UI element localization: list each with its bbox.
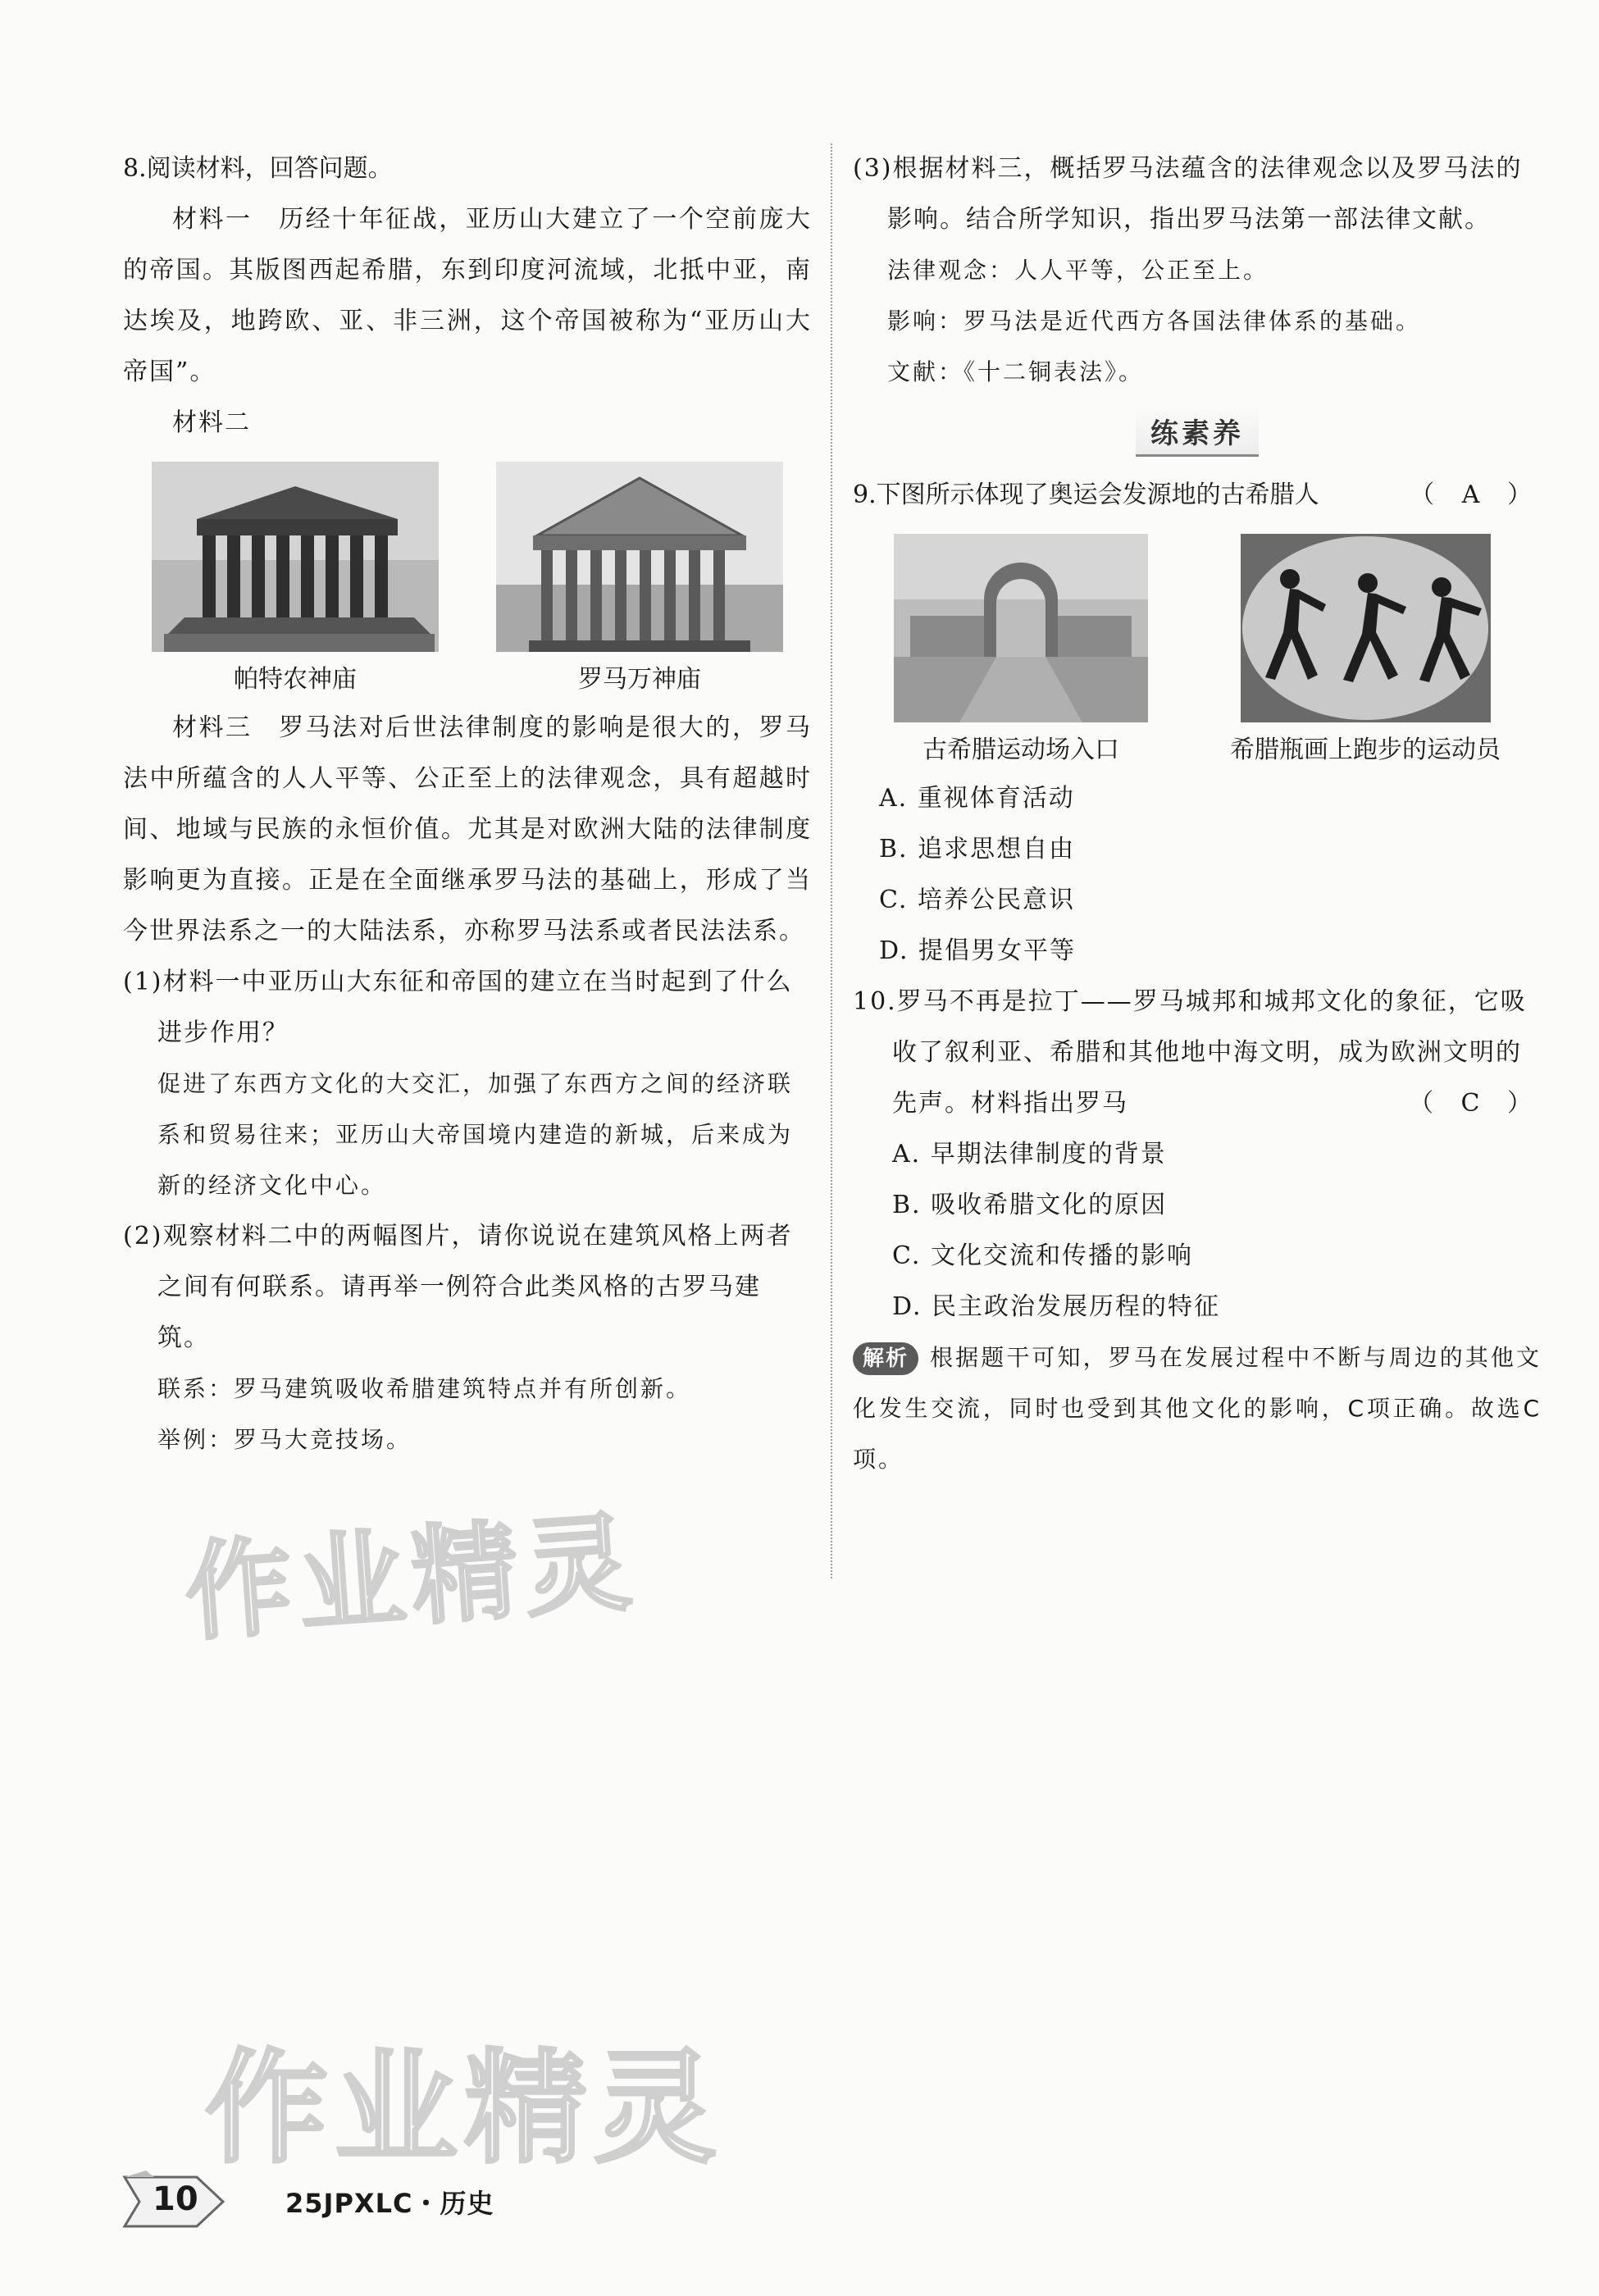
stadium-caption: 古希腊运动场入口 [922,736,1119,764]
stadium-figure [894,534,1148,773]
book-code: 25JPXLC・历史 [285,2188,494,2219]
vase-runners-image [1241,534,1491,722]
q9-stem: 9.下图所示体现了奥运会发源地的古希腊人 （ A ） [853,470,1542,521]
q10-analysis [853,1332,1542,1485]
q9-option-d: D. 提倡男女平等 [879,936,1077,965]
parthenon-caption: 帕特农神庙 [234,665,357,694]
pantheon-image [496,462,783,652]
parthenon-figure [152,462,439,703]
left-column [123,144,812,1465]
q10-option-b: B. 吸收希腊文化的原因 [892,1191,1168,1219]
section-title: 练素养 [1136,408,1259,457]
q8-stem: 8.阅读材料，回答问题。 [123,154,393,183]
q10-analysis-text: 根据题干可知，罗马在发展过程中不断与周边的其他文化发生交流，同时也受到其他文化的影响，C项正确。故选C项。 [853,1344,1542,1473]
q8-sub3-question: (3)根据材料三，概括罗马法蕴含的法律观念以及罗马法的影响。结合所学知识，指出罗马法第一部法律文献。 [853,154,1523,234]
q8-number: 8. [123,154,147,183]
q8-sub1-question: (1)材料一中亚历山大东征和帝国的建立在当时起到了什么进步作用？ [123,968,793,1047]
q10-option-d: D. 民主政治发展历程的特征 [892,1292,1221,1321]
q8-sub3-answer-concept: 法律观念：人人平等，公正至上。 [887,257,1269,284]
q8-sub3-answer-influence: 影响：罗马法是近代西方各国法律体系的基础。 [887,308,1422,335]
stadium-entrance-image [894,534,1148,722]
vase-figure [1230,534,1501,773]
q9-option-b: B. 追求思想自由 [879,835,1076,863]
parthenon-image [152,462,439,652]
pantheon-caption: 罗马万神庙 [578,665,701,694]
q8-sub3-answer-document: 文献：《十二铜表法》。 [887,358,1145,385]
q8-sub2-question: (2)观察材料二中的两幅图片，请你说说在建筑风格上两者之间有何联系。请再举一例符合此类风格的古罗马建筑。 [123,1222,793,1352]
q10-answer: （ C ） [1408,1089,1542,1118]
page-footer [121,2169,494,2234]
pantheon-figure [496,462,783,703]
q9-number: 9. [853,481,877,509]
right-column [853,144,1542,1485]
analysis-badge: 解析 [853,1342,918,1375]
q8-sub2-answer-link: 联系：罗马建筑吸收希腊建筑特点并有所创新。 [157,1375,692,1402]
q8-material3: 材料三 罗马法对后世法律制度的影响是很大的，罗马法中所蕴含的人人平等、公正至上的法律观念，具有超越时间、地域与民族的永恒价值。尤其是对欧洲大陆的法律制度影响更为直接。正是在全面继承罗马法的基础上，形成了当今世界法系之一的大陆法系，亦称罗马法系或者民法法系。 [123,713,812,945]
watermark-top: 作业精灵 [181,1499,642,1656]
q8-material2-label: 材料二 [172,408,251,437]
page-number: 10 [153,2180,198,2218]
column-divider [831,144,832,1578]
page-number-badge [121,2169,228,2234]
section-banner [1115,408,1279,458]
q9-option-a: A. 重视体育活动 [879,784,1075,813]
q8-sub1-answer: 促进了东西方文化的大交汇，加强了东西方之间的经济联系和贸易往来；亚历山大帝国境内建造的新城，后来成为新的经济文化中心。 [157,1070,794,1199]
q8-material1: 材料一 历经十年征战，亚历山大建立了一个空前庞大的帝国。其版图西起希腊，东到印度河流域，北抵中亚，南达埃及，地跨欧、亚、非三洲，这个帝国被称为“亚历山大帝国”。 [123,205,812,386]
vase-caption: 希腊瓶画上跑步的运动员 [1230,736,1501,764]
q9-option-c: C. 培养公民意识 [879,886,1075,914]
watermark-bottom: 作业精灵 [205,2038,724,2180]
q8-material2-images [123,462,812,703]
q8-sub2-answer-example: 举例：罗马大竞技场。 [157,1426,412,1453]
q10-stem: 10.罗马不再是拉丁——罗马城邦和城邦文化的象征，它吸收了叙利亚、希腊和其他地中海文明，成为欧洲文明的先声。材料指出罗马 （ C ） [853,977,1542,1129]
q9-images [853,534,1542,773]
q10-option-c: C. 文化交流和传播的影响 [892,1241,1193,1270]
q10-number: 10. [853,987,897,1016]
q10-option-a: A. 早期法律制度的背景 [892,1140,1167,1168]
q9-answer: （ A ） [1410,481,1542,509]
